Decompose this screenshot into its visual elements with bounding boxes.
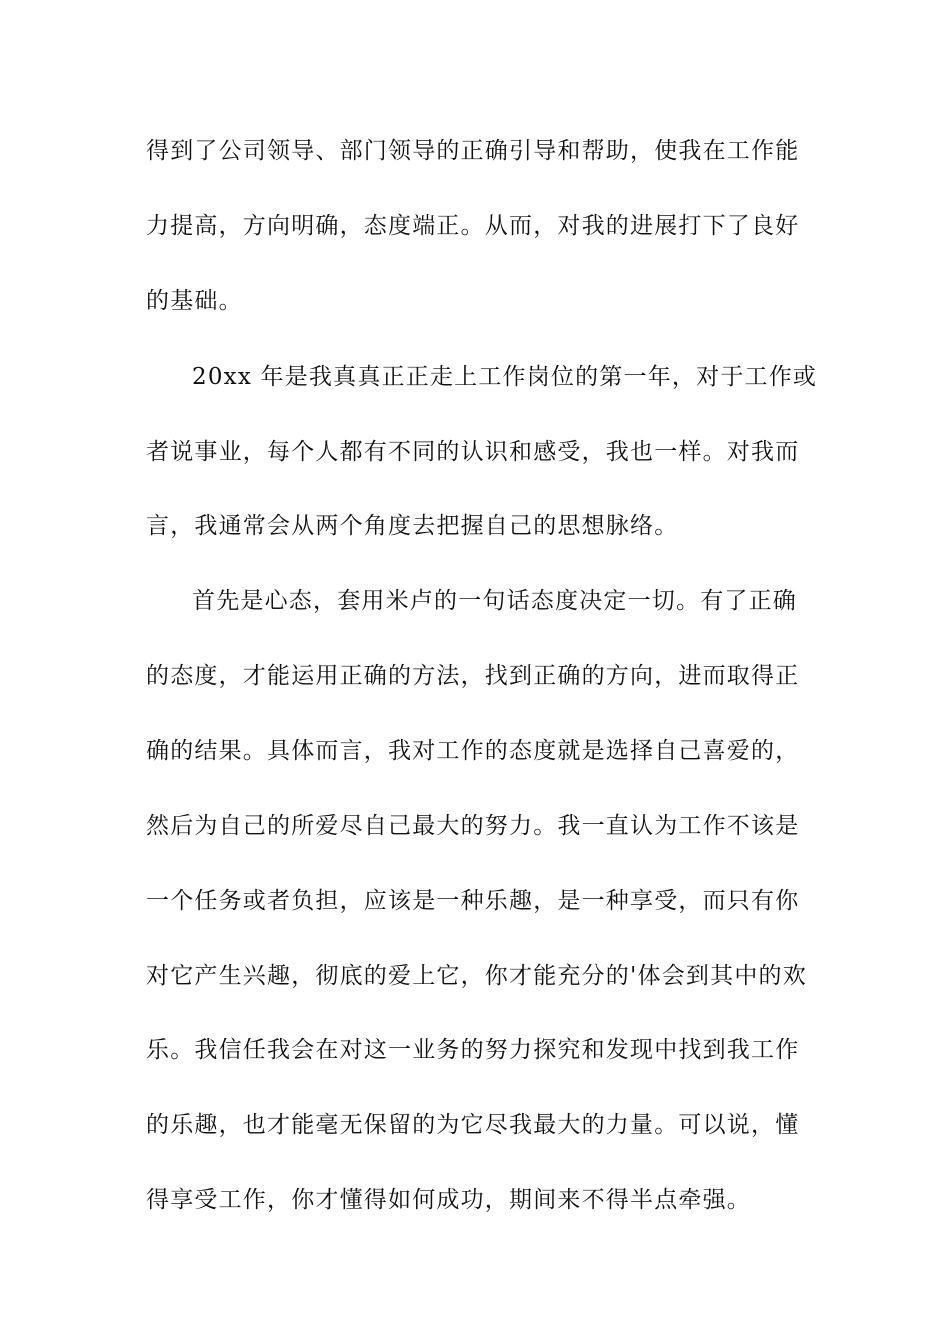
text-line: 一个任务或者负担，应该是一种乐趣，是一种享受，而只有你 — [146, 888, 800, 914]
text-line: 对它产生兴趣，彻底的爱上它，你才能充分的'体会到其中的欢 — [146, 963, 807, 989]
text-line: 者说事业，每个人都有不同的认识和感受，我也一样。对我而 — [146, 439, 800, 465]
text-line: 力提高，方向明确，态度端正。从而，对我的进展打下了良好 — [146, 213, 800, 239]
text-line: 确的结果。具体而言，我对工作的态度就是选择自己喜爱的， — [146, 738, 800, 764]
text-line: 得到了公司领导、部门领导的正确引导和帮助，使我在工作能 — [146, 138, 800, 164]
text-line: 乐。我信任我会在对这一业务的努力探究和发现中找到我工作 — [146, 1037, 800, 1063]
text-line: 的基础。 — [146, 288, 243, 314]
text-line: 得享受工作，你才懂得如何成功，期间来不得半点牵强。 — [146, 1187, 751, 1213]
text-line: 然后为自己的所爱尽自己最大的努力。我一直认为工作不该是 — [146, 813, 800, 839]
paragraph-first-line: 20xx 年是我真真正正走上工作岗位的第一年，对于工作或 — [192, 364, 818, 390]
text-line: 的乐趣，也才能毫无保留的为它尽我最大的力量。可以说，懂 — [146, 1112, 800, 1138]
paragraph-first-line: 首先是心态，套用米卢的一句话态度决定一切。有了正确 — [192, 588, 797, 614]
text-line: 的态度，才能运用正确的方法，找到正确的方向，进而取得正 — [146, 663, 800, 689]
text-line: 言，我通常会从两个角度去把握自己的思想脉络。 — [146, 513, 679, 539]
